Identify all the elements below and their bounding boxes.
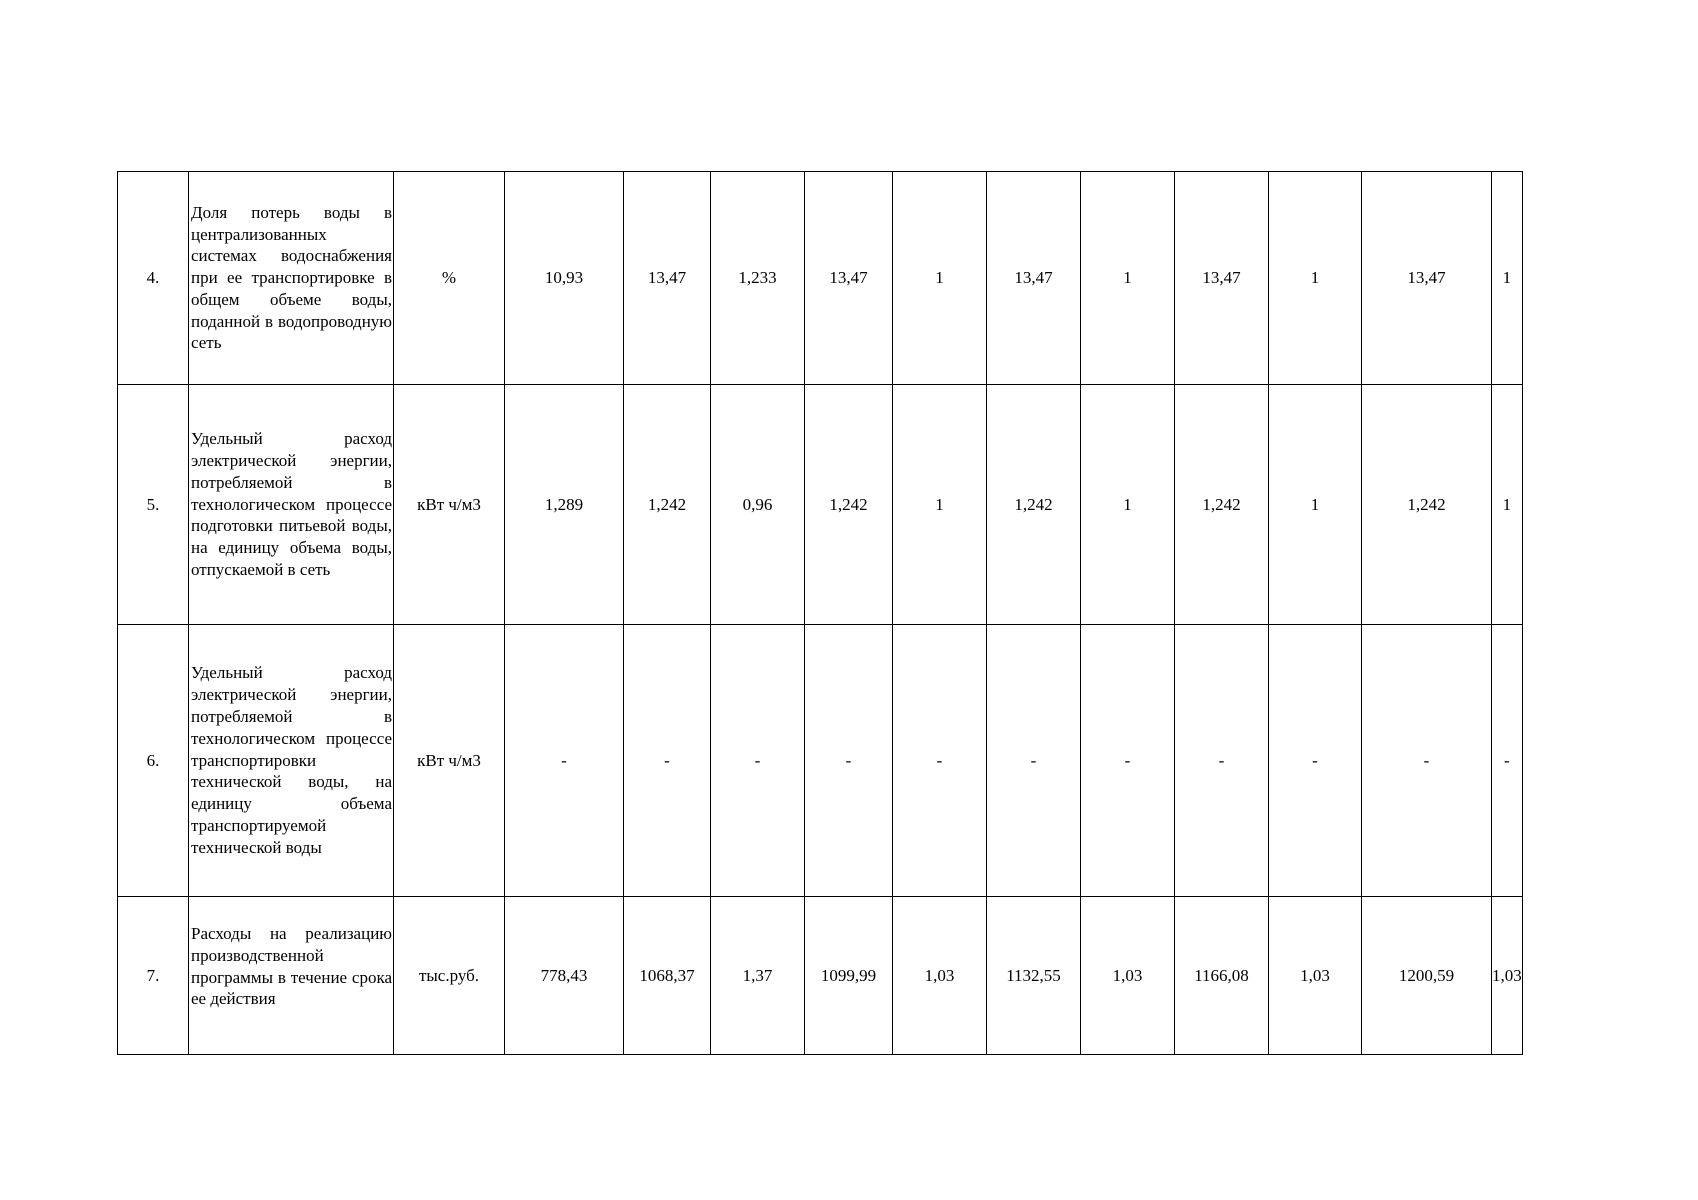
value-cell: 13,47 (1362, 172, 1492, 385)
value-cell: 1,242 (624, 385, 711, 625)
value-cell: - (1081, 625, 1175, 897)
table-row (118, 625, 1523, 897)
value-cell: 1166,08 (1175, 897, 1269, 1055)
indicators-table (117, 171, 1523, 1055)
indicator-description: Удельный расход электрической энергии, потребляемой в технологическом процессе подготовки питьевой воды, на единицу объема воды, отпускаемой в сеть (189, 385, 394, 625)
value-cell: 1 (1269, 172, 1362, 385)
value-cell: 1 (1269, 385, 1362, 625)
value-cell: 10,93 (505, 172, 624, 385)
value-cell: - (805, 625, 893, 897)
value-cell: 13,47 (624, 172, 711, 385)
value-cell: 13,47 (1175, 172, 1269, 385)
indicator-description: Доля потерь воды в централизованных системах водоснабжения при ее транспортировке в общем объеме воды, поданной в водопроводную сеть (189, 172, 394, 385)
value-cell: - (505, 625, 624, 897)
row-number: 4. (118, 172, 189, 385)
value-cell: - (711, 625, 805, 897)
row-number: 7. (118, 897, 189, 1055)
value-cell: 1 (1492, 385, 1523, 625)
value-cell: 778,43 (505, 897, 624, 1055)
value-cell: 1,03 (1269, 897, 1362, 1055)
value-cell: 1,242 (987, 385, 1081, 625)
value-cell: 1,03 (1081, 897, 1175, 1055)
table-row (118, 385, 1523, 625)
value-cell: - (624, 625, 711, 897)
row-number: 6. (118, 625, 189, 897)
value-cell: 1 (1081, 172, 1175, 385)
value-cell: 1,242 (1362, 385, 1492, 625)
value-cell: 1,37 (711, 897, 805, 1055)
unit-cell: % (394, 172, 505, 385)
value-cell: 13,47 (805, 172, 893, 385)
value-cell: - (987, 625, 1081, 897)
value-cell: 1200,59 (1362, 897, 1492, 1055)
value-cell: 1,03 (893, 897, 987, 1055)
value-cell: 1,289 (505, 385, 624, 625)
indicator-description: Расходы на реализацию производственной программы в течение срока ее действия (189, 897, 394, 1055)
value-cell: 1 (1492, 172, 1523, 385)
row-number: 5. (118, 385, 189, 625)
value-cell: 1,242 (805, 385, 893, 625)
value-cell: - (893, 625, 987, 897)
table-row (118, 172, 1523, 385)
indicator-description: Удельный расход электрической энергии, потребляемой в технологическом процессе транспортировки технической воды, на единицу объема транспортируемой технической воды (189, 625, 394, 897)
value-cell: 1 (893, 172, 987, 385)
unit-cell: кВт ч/м3 (394, 385, 505, 625)
table-row (118, 897, 1523, 1055)
value-cell: 1132,55 (987, 897, 1081, 1055)
value-cell: 1,242 (1175, 385, 1269, 625)
value-cell: - (1492, 625, 1523, 897)
value-cell: - (1362, 625, 1492, 897)
unit-cell: кВт ч/м3 (394, 625, 505, 897)
value-cell: 13,47 (987, 172, 1081, 385)
unit-cell: тыс.руб. (394, 897, 505, 1055)
value-cell: 1,233 (711, 172, 805, 385)
value-cell: 1 (1081, 385, 1175, 625)
value-cell: 1068,37 (624, 897, 711, 1055)
value-cell: - (1269, 625, 1362, 897)
value-cell: 1099,99 (805, 897, 893, 1055)
value-cell: 1,03 (1492, 897, 1523, 1055)
value-cell: 0,96 (711, 385, 805, 625)
value-cell: - (1175, 625, 1269, 897)
value-cell: 1 (893, 385, 987, 625)
